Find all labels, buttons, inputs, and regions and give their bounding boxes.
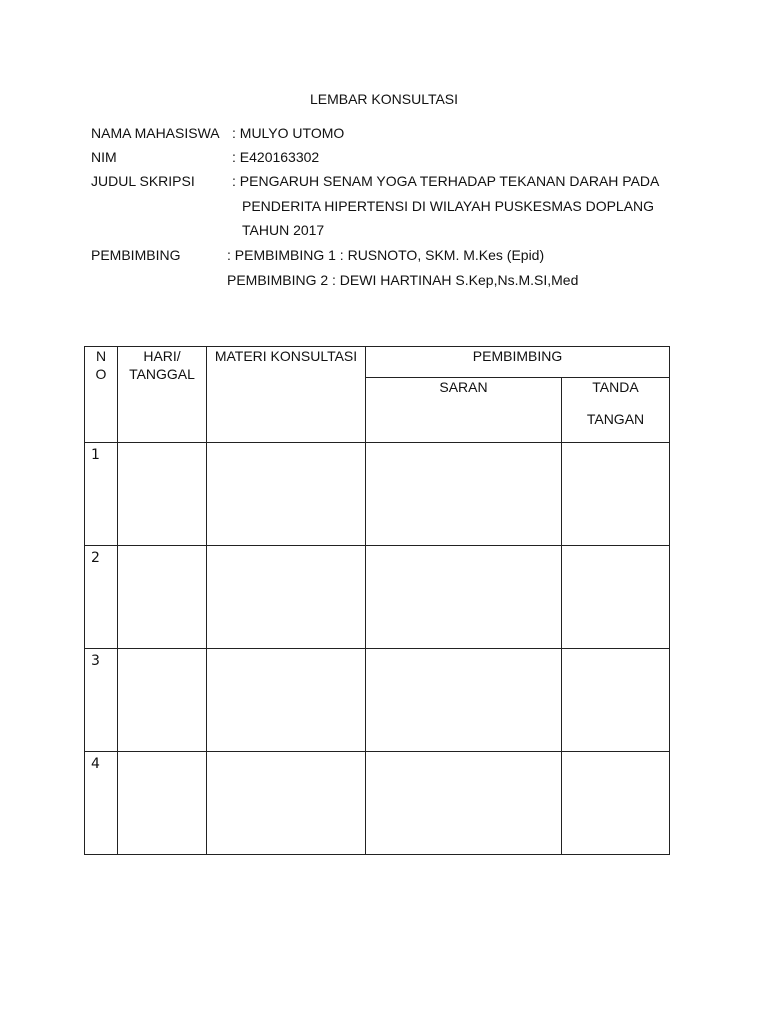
table-row <box>85 752 670 855</box>
row-number: 2 <box>85 546 118 649</box>
cell-hari-tanggal[interactable] <box>118 752 207 855</box>
cell-tanda-tangan[interactable] <box>562 443 670 546</box>
table-row <box>85 546 670 649</box>
judul-label: JUDUL SKRIPSI <box>91 173 195 189</box>
header-no-line-1: N <box>95 348 107 364</box>
nama-label: NAMA MAHASISWA <box>91 125 220 141</box>
judul-line-1: : PENGARUH SENAM YOGA TERHADAP TEKANAN DARAH PADA <box>232 173 660 189</box>
cell-hari-tanggal[interactable] <box>118 443 207 546</box>
header-materi: MATERI KONSULTASI <box>207 347 366 443</box>
header-no-line-2: O <box>95 366 107 382</box>
header-tanda: TANDA <box>592 379 639 395</box>
nim-label: NIM <box>91 149 117 165</box>
consultation-table <box>84 346 670 855</box>
header-tangan: TANGAN <box>586 411 645 427</box>
cell-saran[interactable] <box>366 443 562 546</box>
judul-line-2: PENDERITA HIPERTENSI DI WILAYAH PUSKESMAS DOPLANG <box>242 198 655 214</box>
cell-tanda-tangan[interactable] <box>562 649 670 752</box>
pembimbing-2: PEMBIMBING 2 : DEWI HARTINAH S.Kep,Ns.M.SI,Med <box>227 272 579 288</box>
cell-materi[interactable] <box>207 443 366 546</box>
cell-tanda-tangan[interactable] <box>562 546 670 649</box>
pembimbing-1: : PEMBIMBING 1 : RUSNOTO, SKM. M.Kes (Epid) <box>227 247 545 263</box>
header-saran: SARAN <box>366 378 562 443</box>
page-title: LEMBAR KONSULTASI <box>309 91 459 107</box>
header-tanggal: TANGGAL <box>129 366 195 382</box>
cell-tanda-tangan[interactable] <box>562 752 670 855</box>
cell-materi[interactable] <box>207 649 366 752</box>
cell-saran[interactable] <box>366 546 562 649</box>
row-number: 4 <box>85 752 118 855</box>
cell-hari-tanggal[interactable] <box>118 649 207 752</box>
cell-saran[interactable] <box>366 752 562 855</box>
cell-saran[interactable] <box>366 649 562 752</box>
table-row <box>85 443 670 546</box>
pembimbing-label: PEMBIMBING <box>91 247 181 263</box>
cell-hari-tanggal[interactable] <box>118 546 207 649</box>
header-pembimbing: PEMBIMBING <box>366 347 670 378</box>
nama-value: : MULYO UTOMO <box>232 125 345 141</box>
row-number: 3 <box>85 649 118 752</box>
row-number: 1 <box>85 443 118 546</box>
table-row <box>85 649 670 752</box>
nim-value: : E420163302 <box>232 149 320 165</box>
header-tanda-tangan <box>562 378 670 443</box>
cell-materi[interactable] <box>207 546 366 649</box>
header-hari: HARI/ <box>143 348 181 364</box>
judul-line-3: TAHUN 2017 <box>242 222 325 238</box>
header-hari-tanggal <box>118 347 207 443</box>
cell-materi[interactable] <box>207 752 366 855</box>
header-no <box>85 347 118 443</box>
